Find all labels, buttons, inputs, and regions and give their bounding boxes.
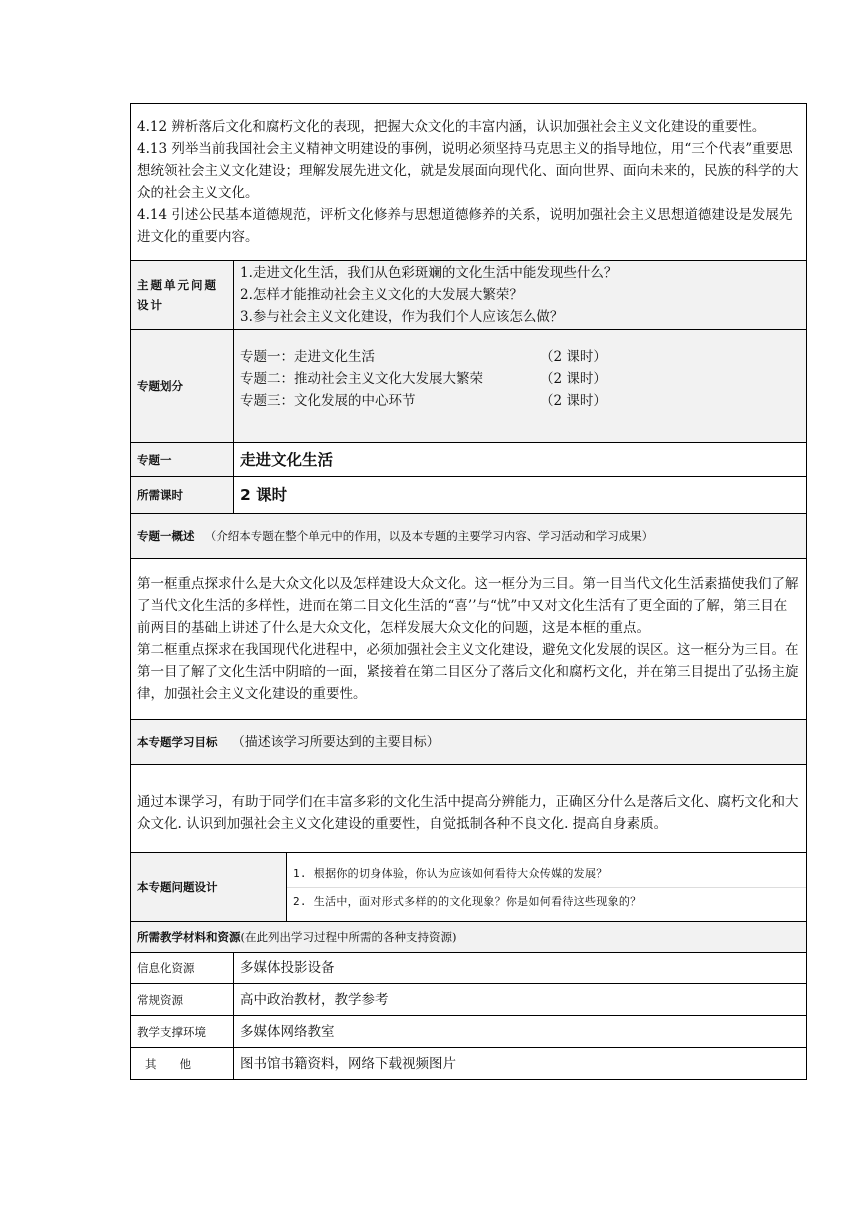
goals-header-cell xyxy=(131,720,807,765)
overview-header-cell xyxy=(131,514,807,559)
materials-note: (在此列出学习过程中所需的各种支持资源) xyxy=(240,930,457,944)
goals-body-cell xyxy=(131,765,807,853)
topic-item-3-hours: （2 课时） xyxy=(540,393,607,409)
topic-question-1: 1. 根据你的切身体验，你认为应该如何看待大众传媒的发展？ xyxy=(293,866,608,880)
topic-questions-row xyxy=(131,853,807,922)
topic-questions-label: 本专题问题设计 xyxy=(131,853,287,922)
material-row-regular xyxy=(131,984,807,1016)
goals-label: 本专题学习目标 xyxy=(137,734,218,749)
materials-label: 所需教学材料和资源 xyxy=(137,930,241,944)
standard-4-14: 4.14 引述公民基本道德规范，评析文化修养与思想道德修养的关系，说明加强社会主义思想道德建设是发展先进文化的重要内容。 xyxy=(137,207,793,245)
topic-item-2 xyxy=(240,368,800,390)
overview-paragraph-1: 第一框重点探求什么是大众文化以及怎样建设大众文化。这一框分为三目。第一目当代文化生活素描使我们了解了当代文化生活的多样性，进而在第二目文化生活的“喜’’与“忧”中又对文化生活有了更全面的了解，第三目在前两目的基础上讲述了什么是大众文化，怎样发展大众文化的问题，这是本框的重点。 xyxy=(137,576,799,636)
standard-4-12: 4.12 辨析落后文化和腐朽文化的表现，把握大众文化的丰富内涵，认识加强社会主义文化建设的重要性。 xyxy=(137,119,766,135)
topic1-row xyxy=(131,443,807,477)
topic-item-3 xyxy=(240,390,800,412)
topic1-label: 专题一 xyxy=(131,443,234,477)
topic1-value: 走进文化生活 xyxy=(234,443,807,477)
overview-label: 专题一概述 xyxy=(137,529,195,543)
material-label-regular: 常规资源 xyxy=(131,984,234,1016)
overview-paragraph-2: 第二框重点探求在我国现代化进程中，必须加强社会主义文化建设，避免文化发展的误区。这一框分为三目。在第一目了解了文化生活中阴暗的一面，紧接着在第二目区分了落后文化和腐朽文化，并在第三目提出了弘扬主旋律，加强社会主义文化建设的重要性。 xyxy=(137,642,799,702)
goals-body-row xyxy=(131,765,807,853)
hours-value: 2 课时 xyxy=(234,477,807,514)
standard-4-13: 4.13 列举当前我国社会主义精神文明建设的事例，说明必须坚持马克思主义的指导地位，用“三个代表”重要思想统领社会主义文化建设；理解发展先进文化，就是发展面向现代化、面向世界、面向未来的，民族的科学的大众的社会主义文化。 xyxy=(137,141,799,201)
material-row-other xyxy=(131,1048,807,1080)
material-label-environment: 教学支撑环境 xyxy=(131,1016,234,1048)
goals-text: 通过本课学习，有助于同学们在丰富多彩的文化生活中提高分辨能力，正确区分什么是落后文化、腐朽文化和大众文化. 认识到加强社会主义文化建设的重要性，自觉抵制各种不良文化. 提高自身素质。 xyxy=(137,793,799,832)
standards-cell xyxy=(131,104,807,261)
hours-label: 所需课时 xyxy=(131,477,234,514)
unit-questions-label: 主题单元问题设计 xyxy=(131,261,234,330)
material-row-info xyxy=(131,953,807,984)
topic-item-1 xyxy=(240,346,800,368)
overview-body-cell xyxy=(131,559,807,720)
topic-item-2-hours: （2 课时） xyxy=(540,371,607,387)
materials-header-cell xyxy=(131,922,807,953)
materials-header-row xyxy=(131,922,807,953)
overview-header-row xyxy=(131,514,807,559)
unit-question-3: 3.参与社会主义文化建设，作为我们个人应该怎么做？ xyxy=(240,309,564,325)
unit-question-1: 1.走进文化生活，我们从色彩斑斓的文化生活中能发现些什么？ xyxy=(240,265,618,281)
overview-note: （介绍本专题在整个单元中的作用，以及本专题的主要学习内容、学习活动和学习成果） xyxy=(204,529,654,543)
lesson-plan-page xyxy=(130,103,806,1080)
overview-body-row xyxy=(131,559,807,720)
topic-item-1-hours: （2 课时） xyxy=(540,349,607,365)
unit-question-2: 2.怎样才能推动社会主义文化的大发展大繁荣？ xyxy=(240,287,523,303)
material-label-other: 其 他 xyxy=(131,1048,234,1080)
topic-item-2-name: 专题二：推动社会主义文化大发展大繁荣 xyxy=(240,371,483,387)
material-value-other: 图书馆书籍资料，网络下载视频图片 xyxy=(234,1048,807,1080)
material-value-info: 多媒体投影设备 xyxy=(234,953,807,984)
goals-header-row xyxy=(131,720,807,765)
topic-division-cell xyxy=(234,330,807,443)
topic-division-row xyxy=(131,330,807,443)
topic-question-2: 2. 生活中，面对形式多样的的文化现象？你是如何看待这些现象的？ xyxy=(287,887,806,915)
topic-item-1-name: 专题一：走进文化生活 xyxy=(240,349,375,365)
topic-division-label: 专题划分 xyxy=(131,330,234,443)
goals-note: （描述该学习所要达到的主要目标） xyxy=(231,734,440,750)
topic-questions-cell xyxy=(287,853,807,922)
material-row-environment xyxy=(131,1016,807,1048)
topic-item-3-name: 专题三：文化发展的中心环节 xyxy=(240,393,416,409)
material-value-environment: 多媒体网络教室 xyxy=(234,1016,807,1048)
material-value-regular: 高中政治教材，教学参考 xyxy=(234,984,807,1016)
unit-questions-row xyxy=(131,261,807,330)
standards-row xyxy=(131,104,807,261)
hours-row xyxy=(131,477,807,514)
topic-questions-list xyxy=(287,860,806,915)
lesson-plan-table xyxy=(130,103,807,1080)
material-label-info: 信息化资源 xyxy=(131,953,234,984)
unit-questions-cell xyxy=(234,261,807,330)
